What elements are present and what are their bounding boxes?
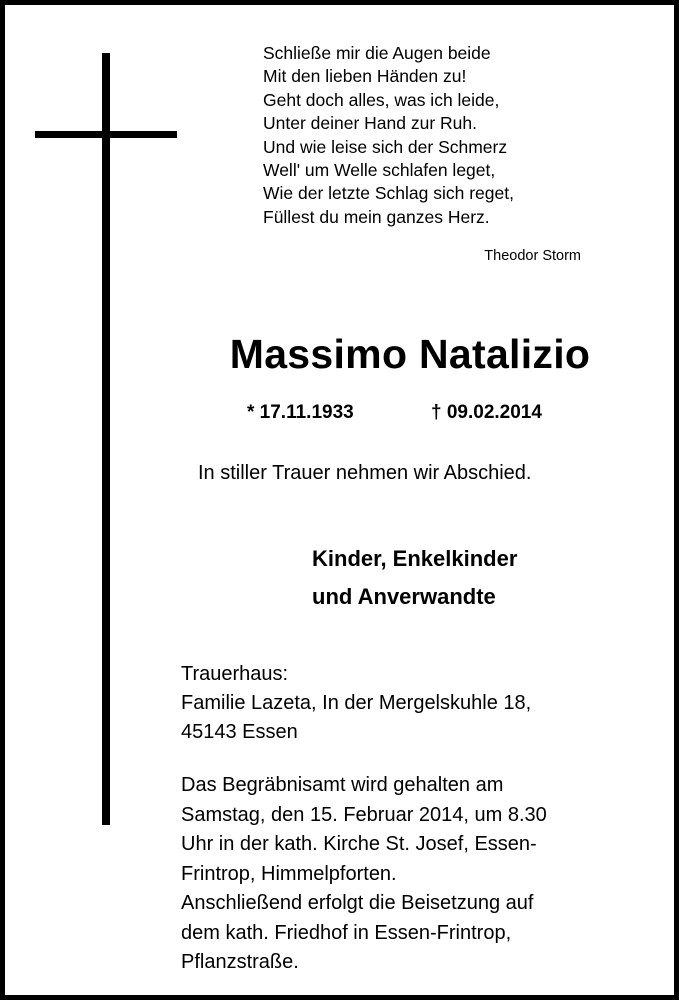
funeral-line: Das Begräbnisamt wird gehalten am (181, 774, 504, 796)
mourning-house-label: Trauerhaus: (181, 663, 289, 685)
mourners-line: Kinder, Enkelkinder (312, 546, 518, 571)
funeral-line: Anschließend erfolgt die Beisetzung auf (181, 892, 534, 914)
farewell-text: In stiller Trauer nehmen wir Abschied. (198, 462, 532, 484)
funeral-line: Frintrop, Himmelpforten. (181, 862, 397, 885)
poem-line: Und wie leise sich der Schmerz (263, 136, 508, 157)
poem-author: Theodor Storm (484, 248, 581, 264)
mourning-house-city: 45143 Essen (181, 721, 298, 743)
mourning-house (181, 660, 531, 747)
poem-line: Unter deiner Hand zur Ruh. (263, 113, 477, 134)
poem-line: Wie der letzte Schlag sich reget, (263, 183, 514, 204)
birth-date: * 17.11.1933 (247, 402, 354, 423)
mourners-line: und Anverwandte (312, 584, 496, 609)
mourning-house-address: Familie Lazeta, In der Mergelskuhle 18, (181, 692, 532, 714)
cross-vertical-bar (102, 53, 110, 825)
poem-line: Well' um Welle schlafen leget, (263, 160, 496, 181)
funeral-line: Pflanzstraße. (181, 951, 299, 973)
funeral-line: dem kath. Friedhof in Essen-Frintrop, (181, 921, 512, 944)
funeral-line: Samstag, den 15. Februar 2014, um 8.30 (181, 803, 547, 826)
poem (263, 42, 593, 229)
deceased-name: Massimo Natalizio (229, 331, 591, 377)
poem-line: Schließe mir die Augen beide (263, 43, 491, 63)
funeral-details (181, 771, 547, 978)
mourners (312, 540, 517, 616)
poem-line: Mit den lieben Händen zu! (263, 66, 467, 87)
cross-horizontal-bar (35, 131, 177, 138)
death-date: † 09.02.2014 (431, 402, 542, 423)
poem-line: Füllest du mein ganzes Herz. (263, 206, 490, 227)
poem-line: Geht doch alles, was ich leide, (263, 89, 500, 110)
funeral-line: Uhr in der kath. Kirche St. Josef, Essen- (181, 833, 537, 855)
